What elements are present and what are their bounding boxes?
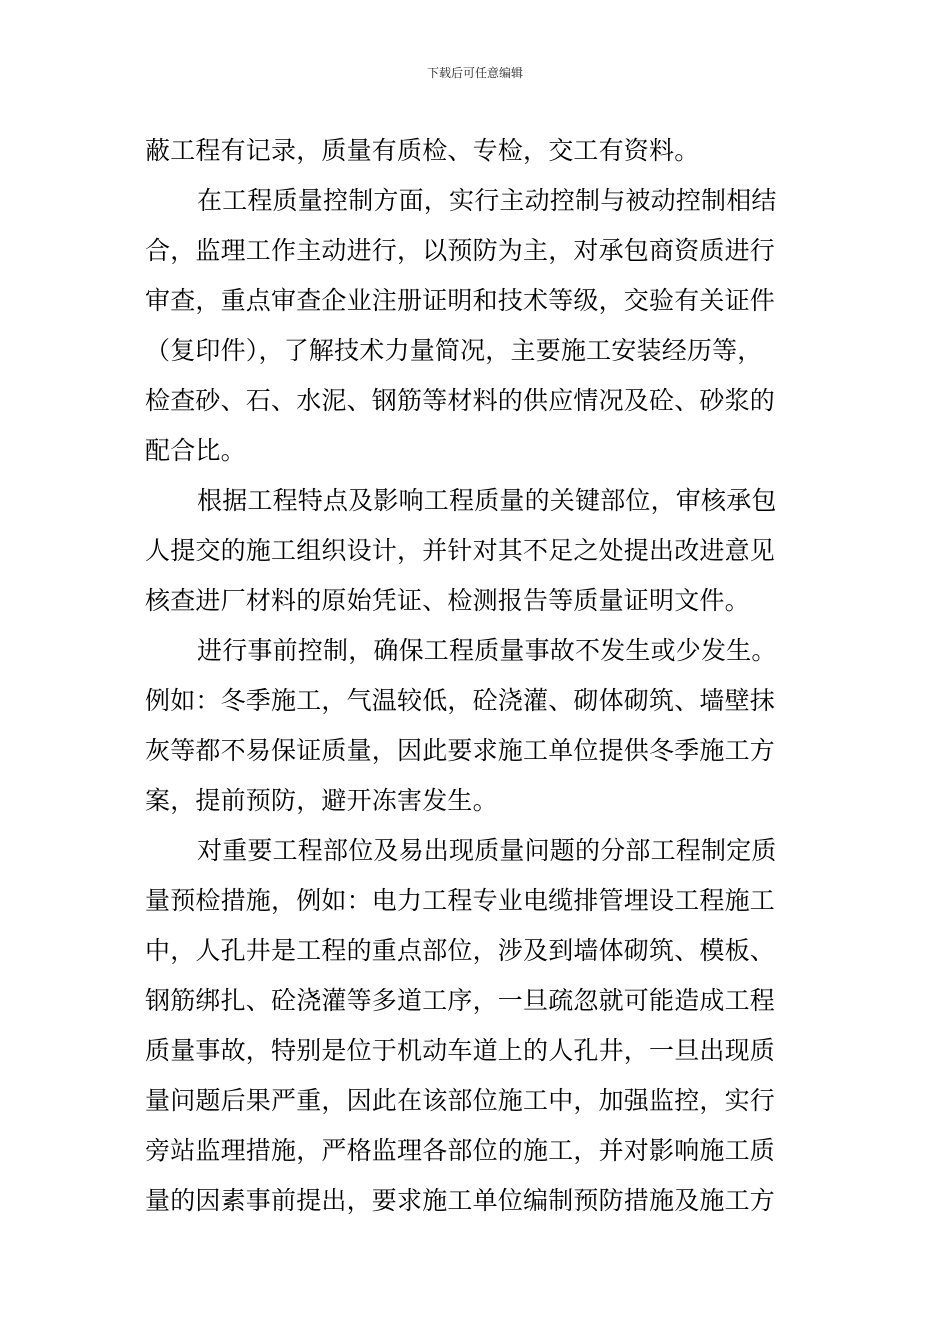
text-line: 质量事故，特别是位于机动车道上的人孔井，一旦出现质 xyxy=(145,1036,776,1065)
text-line: 合，监理工作主动进行，以预防为主，对承包商资质进行 xyxy=(145,236,776,265)
document-body xyxy=(145,126,810,1226)
text-line: 旁站监理措施，严格监理各部位的施工，并对影响施工质 xyxy=(145,1136,776,1165)
text-line: 核查进厂材料的原始凭证、检测报告等质量证明文件。 xyxy=(145,586,750,615)
text-line: 人提交的施工组织设计，并针对其不足之处提出改进意见 xyxy=(145,536,776,565)
text-line: 量的因素事前提出，要求施工单位编制预防措施及施工方 xyxy=(145,1186,776,1215)
text-line: 进行事前控制，确保工程质量事故不发生或少发生。 xyxy=(197,636,777,665)
text-line: 钢筋绑扎、砼浇灌等多道工序，一旦疏忽就可能造成工程 xyxy=(145,986,776,1015)
text-line: 蔽工程有记录，质量有质检、专检，交工有资料。 xyxy=(145,136,700,165)
text-line: 量问题后果严重，因此在该部位施工中，加强监控，实行 xyxy=(145,1086,776,1115)
text-line: 中，人孔井是工程的重点部位，涉及到墙体砌筑、模板、 xyxy=(145,936,776,965)
text-line: 量预检措施，例如：电力工程专业电缆排管埋设工程施工 xyxy=(145,886,776,915)
text-line: 在工程质量控制方面，实行主动控制与被动控制相结 xyxy=(197,186,777,215)
text-line: 对重要工程部位及易出现质量问题的分部工程制定质 xyxy=(197,836,777,865)
page-header: 下载后可任意编辑 xyxy=(426,66,523,80)
text-line: 根据工程特点及影响工程质量的关键部位，审核承包 xyxy=(197,486,777,515)
text-line: 例如：冬季施工，气温较低，砼浇灌、砌体砌筑、墙壁抹 xyxy=(145,686,776,715)
text-line: 案，提前预防，避开冻害发生。 xyxy=(145,786,498,815)
text-line: （复印件），了解技术力量简况，主要施工安装经历等， xyxy=(145,336,763,365)
text-line: 配合比。 xyxy=(145,436,246,465)
text-line: 灰等都不易保证质量，因此要求施工单位提供冬季施工方 xyxy=(145,736,776,765)
text-line: 检查砂、石、水泥、钢筋等材料的供应情况及砼、砂浆的 xyxy=(145,386,776,415)
text-line: 审查，重点审查企业注册证明和技术等级，交验有关证件 xyxy=(145,286,776,315)
